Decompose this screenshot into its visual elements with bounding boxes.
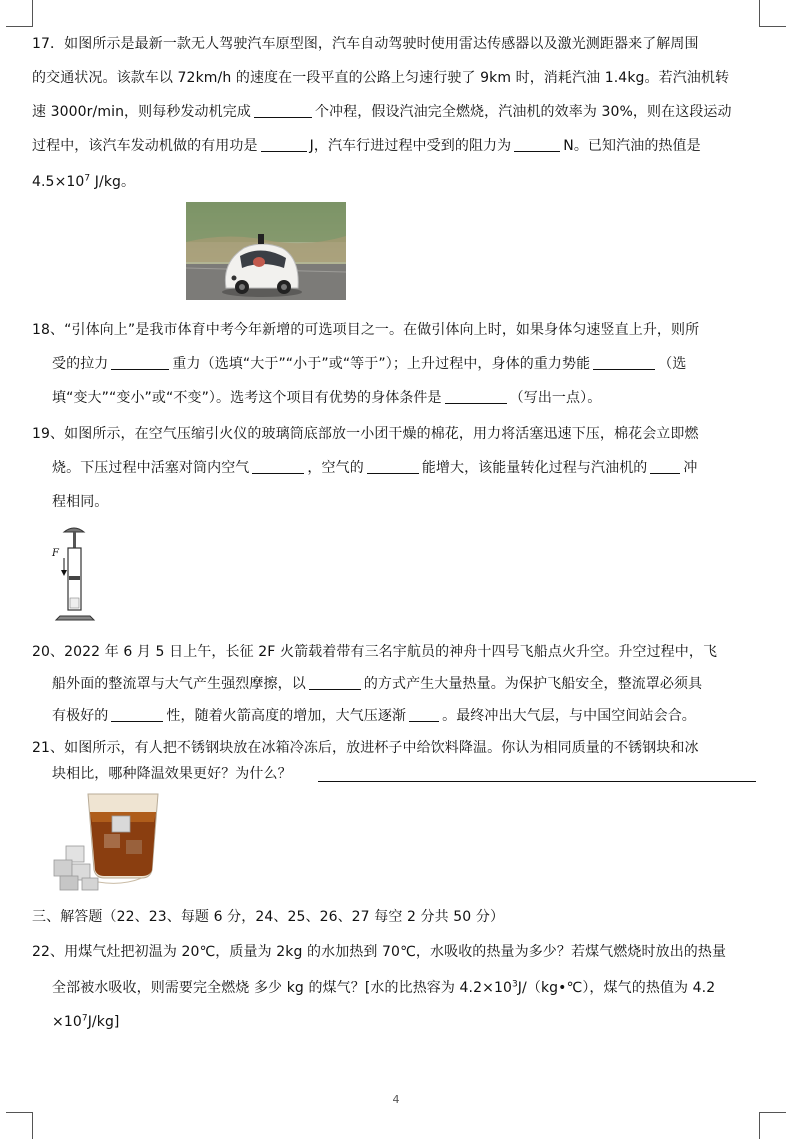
page-number: 4	[392, 1093, 400, 1106]
q20-line-1: 20、2022 年 6 月 5 日上午，长征 2F 火箭载着带有三名宇航员的神舟十四号飞船点火升空。升空过程中，飞	[32, 644, 718, 660]
q20-blank-method[interactable]	[309, 675, 361, 690]
q17-line-1: 17．如图所示是最新一款无人驾驶汽车原型图，汽车自动驾驶时使用雷达传感器以及激光测距器来了解周围	[32, 36, 699, 52]
crop-mark-top-right	[759, 0, 786, 27]
q17-line-5: $4.5\times 10^7$ J/kg。	[32, 173, 136, 190]
q17-line-2: 的交通状况。该款车以 72km/h 的速度在一段平直的公路上匀速行驶了 9km 时，消耗汽油 1.4kg。若汽油机转	[32, 70, 730, 86]
q19-blank-stroke[interactable]	[650, 459, 680, 474]
q20-line-2: 船外面的整流罩与大气产生强烈摩擦，以 的方式产生大量热量。为保护飞船安全，整流罩必须具	[52, 676, 703, 692]
q17-blank-strokes[interactable]	[254, 103, 312, 118]
q18-line-2: 受的拉力 重力（选填“大于”“小于”或“等于”）；上升过程中，身体的重力势能 （选	[52, 356, 687, 372]
q19-line-2: 烧。下压过程中活塞对筒内空气 ，空气的 能增大，该能量转化过程与汽油机的 冲	[52, 460, 698, 476]
q19-line-3: 程相同。	[52, 494, 109, 510]
air-compression-igniter-figure	[50, 522, 110, 622]
q18-line-1: 18、“引体向上”是我市体育中考今年新增的可选项目之一。在做引体向上时，如果身体匀速竖直上升，则所	[32, 322, 700, 338]
force-label-f: F	[52, 548, 59, 559]
q17-line-3: 速 3000r/min，则每秒发动机完成 个冲程，假设汽油完全燃烧，汽油机的效率为 30%，则在这段运动	[32, 104, 732, 120]
crop-mark-bottom-right	[759, 1112, 786, 1139]
q17-blank-resistance[interactable]	[514, 137, 560, 152]
q17-blank-work[interactable]	[261, 137, 307, 152]
q22-line-3: $\times 10^7J/kg$]	[52, 1013, 120, 1030]
q18-blank-potential-energy[interactable]	[593, 355, 655, 370]
q22-line-2: 全部被水吸收，则需要完全燃烧 多少 kg 的煤气？[水的比热容为 $4.2\times 10^3J/(kg•℃)$，煤气的热值为 4.2	[52, 979, 716, 996]
self-driving-car-photo	[186, 202, 346, 300]
q17-line-4: 过程中，该汽车发动机做的有用功是 J，汽车行进过程中受到的阻力为 N。已知汽油的热值是	[32, 138, 701, 154]
q19-blank-energy[interactable]	[367, 459, 419, 474]
q21-line-2: 块相比，哪种降温效果更好？为什么？	[52, 766, 292, 782]
q20-line-3: 有极好的 性，随着火箭高度的增加，大气压逐渐 。最终冲出大气层，与中国空间站会合。	[52, 708, 696, 724]
q21-line-1: 21、如图所示，有人把不锈钢块放在冰箱冷冻后，放进杯子中给饮料降温。你认为相同质量的不锈钢块和冰	[32, 740, 699, 756]
q18-line-3: 填“变大”“变小”或“不变”）。选考这个项目有优势的身体条件是 （写出一点）。	[52, 390, 602, 406]
whiskey-stones-glass-photo	[52, 790, 172, 894]
q21-answer-line[interactable]	[318, 781, 756, 782]
q18-blank-body-condition[interactable]	[445, 389, 507, 404]
section-3-header: 三、解答题（22、23、每题 6 分，24、25、26、27 每空 2 分共 50 分）	[32, 909, 505, 925]
crop-mark-top-left	[6, 0, 33, 27]
q18-blank-pull-force[interactable]	[111, 355, 169, 370]
q20-blank-property[interactable]	[111, 707, 163, 722]
q20-blank-pressure[interactable]	[409, 707, 439, 722]
q19-blank-work[interactable]	[252, 459, 304, 474]
q19-line-1: 19、如图所示，在空气压缩引火仪的玻璃筒底部放一小团干燥的棉花，用力将活塞迅速下压，棉花会立即燃	[32, 426, 699, 442]
q22-line-1: 22、用煤气灶把初温为 20℃，质量为 2kg 的水加热到 70℃，水吸收的热量为多少？若煤气燃烧时放出的热量	[32, 944, 727, 960]
crop-mark-bottom-left	[6, 1112, 33, 1139]
